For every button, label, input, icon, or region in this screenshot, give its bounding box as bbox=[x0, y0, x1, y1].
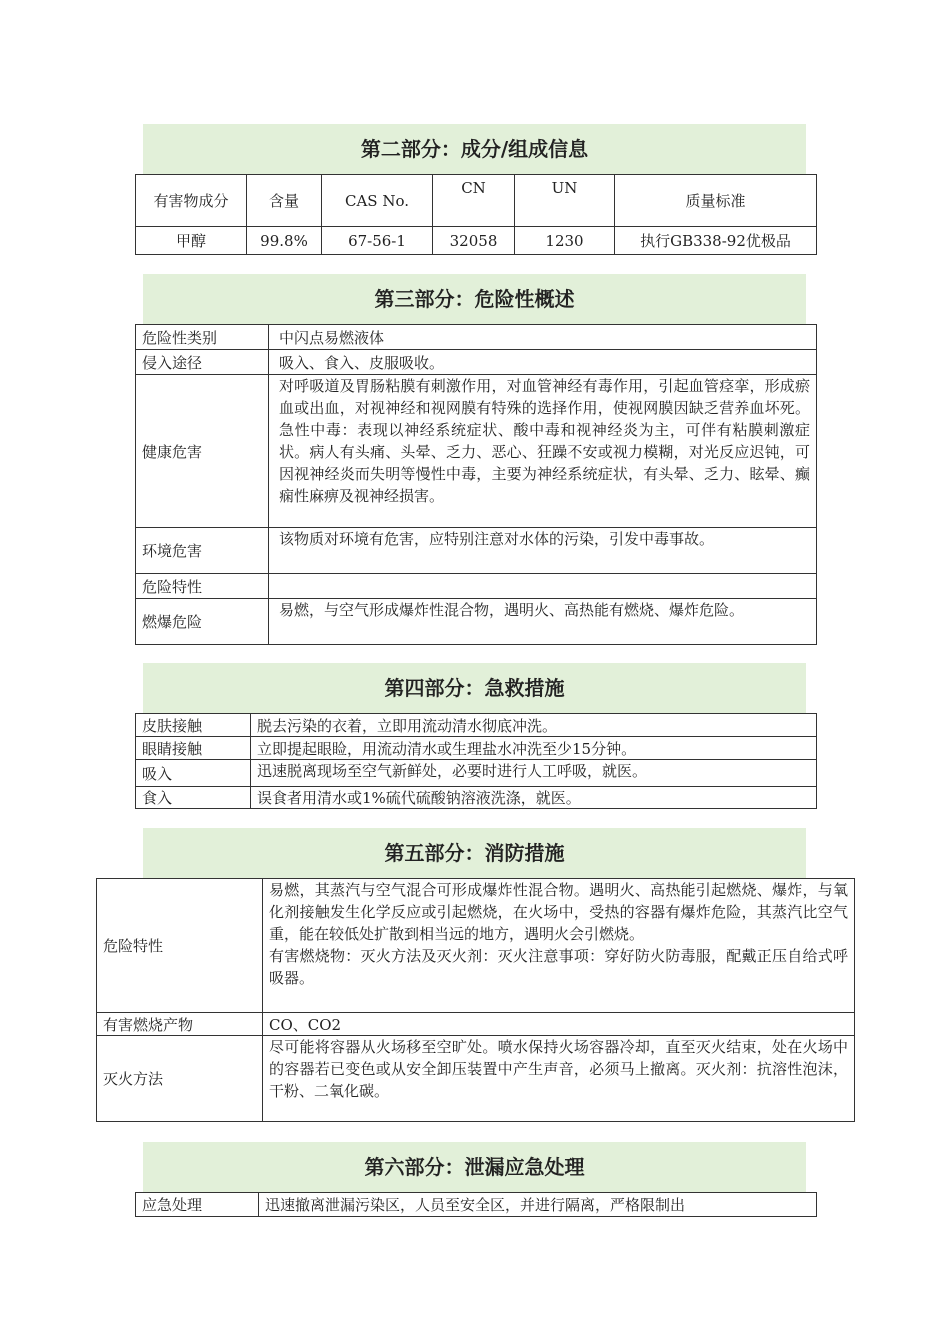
header-cn: CN bbox=[433, 175, 515, 227]
hazard-overview-table bbox=[135, 324, 817, 645]
row-value: 该物质对环境有危害，应特别注意对水体的污染，引发中毒事故。 bbox=[269, 528, 817, 574]
cell-content: 99.8% bbox=[247, 227, 322, 255]
section-title-part6: 第六部分：泄漏应急处理 bbox=[143, 1142, 806, 1192]
row-label: 危险性类别 bbox=[136, 325, 269, 350]
table-row bbox=[136, 375, 817, 528]
row-label: 危险特性 bbox=[136, 574, 269, 599]
table-row bbox=[136, 528, 817, 574]
header-content: 含量 bbox=[247, 175, 322, 227]
header-quality: 质量标准 bbox=[615, 175, 817, 227]
row-value: 误食者用清水或1%硫代硫酸钠溶液洗涤，就医。 bbox=[251, 787, 817, 809]
row-value: 迅速脱离现场至空气新鲜处，必要时进行人工呼吸，就医。 bbox=[251, 760, 817, 787]
table-row bbox=[136, 714, 817, 737]
header-cas: CAS No. bbox=[322, 175, 433, 227]
fire-fighting-table bbox=[96, 878, 855, 1122]
row-value: 吸入、食入、皮服吸收。 bbox=[269, 350, 817, 375]
row-label: 灭火方法 bbox=[97, 1036, 263, 1122]
row-label: 吸入 bbox=[136, 760, 251, 787]
cell-quality: 执行GB338-92优极品 bbox=[615, 227, 817, 255]
table-row bbox=[136, 737, 817, 760]
table-row bbox=[136, 350, 817, 375]
table-row bbox=[97, 1036, 855, 1122]
table-row bbox=[136, 1193, 817, 1217]
first-aid-table bbox=[135, 713, 817, 809]
row-value: 中闪点易燃液体 bbox=[269, 325, 817, 350]
row-label: 皮肤接触 bbox=[136, 714, 251, 737]
table-row bbox=[97, 879, 855, 1013]
table-header-row bbox=[136, 175, 817, 227]
row-value-text-2: 有害燃烧物：灭火方法及灭火剂：灭火注意事项：穿好防火防毒服，配戴正压自给式呼吸器。 bbox=[269, 947, 848, 987]
table-row bbox=[136, 787, 817, 809]
row-value: 易燃，与空气形成爆炸性混合物，遇明火、高热能有燃烧、爆炸危险。 bbox=[269, 599, 817, 645]
row-value-text: 易燃，其蒸汽与空气混合可形成爆炸性混合物。遇明火、高热能引起燃烧、爆炸，与氧化剂接触发生化学反应或引起燃烧，在火场中，受热的容器有爆炸危险，其蒸汽比空气重，能在较低处扩散到相当远的地方，遇明火会引燃烧。 bbox=[269, 881, 848, 943]
section-title-part4: 第四部分：急救措施 bbox=[143, 663, 806, 713]
row-value: 对呼吸道及胃肠粘膜有刺激作用，对血管神经有毒作用，引起血管痉挛，形成瘀血或出血，对视神经和视网膜有特殊的选择作用，使视网膜因缺乏营养血坏死。急性中毒：表现以神经系统症状、酸中毒和视神经炎为主，可伴有粘膜刺激症状。病人有头痛、头晕、乏力、恶心、狂躁不安或视力模糊，对光反应迟钝，可因视神经炎而失明等慢性中毒，主要为神经系统症状，有头晕、乏力、眩晕、癫痫性麻痹及视神经损害。 bbox=[269, 375, 817, 528]
header-un: UN bbox=[515, 175, 615, 227]
table-row bbox=[136, 325, 817, 350]
row-label: 危险特性 bbox=[97, 879, 263, 1013]
row-label: 眼睛接触 bbox=[136, 737, 251, 760]
cell-cn: 32058 bbox=[433, 227, 515, 255]
cell-un: 1230 bbox=[515, 227, 615, 255]
section-title-part5: 第五部分：消防措施 bbox=[143, 828, 806, 878]
row-label: 应急处理 bbox=[136, 1193, 259, 1217]
table-row bbox=[97, 1013, 855, 1036]
row-value: 脱去污染的衣着，立即用流动清水彻底冲洗。 bbox=[251, 714, 817, 737]
row-label: 食入 bbox=[136, 787, 251, 809]
cell-component: 甲醇 bbox=[136, 227, 247, 255]
row-value: 尽可能将容器从火场移至空旷处。喷水保持火场容器冷却，直至灭火结束，处在火场中的容器若已变色或从安全卸压装置中产生声音，必须马上撤离。灭火剂：抗溶性泡沫，干粉、二氧化碳。 bbox=[263, 1036, 855, 1122]
row-value: CO、CO2 bbox=[263, 1013, 855, 1036]
row-label: 健康危害 bbox=[136, 375, 269, 528]
row-label: 有害燃烧产物 bbox=[97, 1013, 263, 1036]
table-row bbox=[136, 574, 817, 599]
spill-response-table bbox=[135, 1192, 817, 1217]
row-label: 侵入途径 bbox=[136, 350, 269, 375]
row-value: 立即提起眼睑，用流动清水或生理盐水冲洗至少15分钟。 bbox=[251, 737, 817, 760]
table-row bbox=[136, 599, 817, 645]
row-value: 迅速撤离泄漏污染区，人员至安全区，并进行隔离，严格限制出 bbox=[259, 1193, 817, 1217]
section-title-part3: 第三部分：危险性概述 bbox=[143, 274, 806, 324]
row-label: 燃爆危险 bbox=[136, 599, 269, 645]
row-label: 环境危害 bbox=[136, 528, 269, 574]
composition-table bbox=[135, 174, 817, 255]
row-value bbox=[269, 574, 817, 599]
row-value bbox=[263, 879, 855, 1013]
table-row bbox=[136, 227, 817, 255]
table-row bbox=[136, 760, 817, 787]
section-title-part2: 第二部分：成分/组成信息 bbox=[143, 124, 806, 174]
header-component: 有害物成分 bbox=[136, 175, 247, 227]
cell-cas: 67-56-1 bbox=[322, 227, 433, 255]
